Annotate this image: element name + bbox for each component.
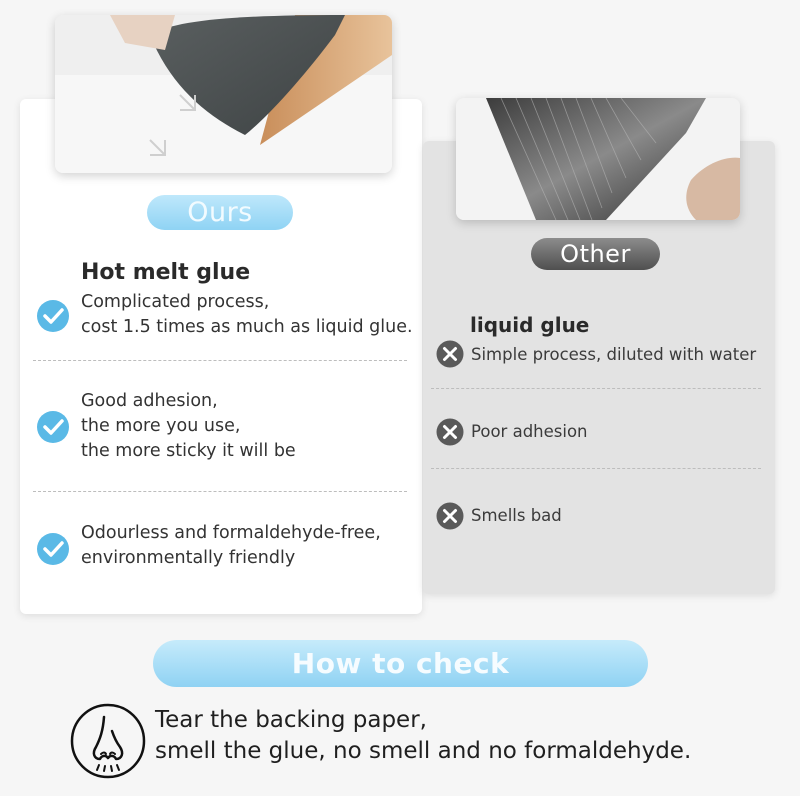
check-icon <box>36 532 70 566</box>
check-icon <box>36 299 70 333</box>
other-divider-1 <box>431 388 761 389</box>
x-icon <box>436 340 464 368</box>
ours-divider-2 <box>33 491 407 492</box>
ours-heading: Hot melt glue <box>81 260 251 285</box>
ours-item-1-line-1: Complicated process, <box>81 292 270 312</box>
ours-item-3-line-1: Odourless and formaldehyde-free, <box>81 523 381 543</box>
ours-pill-label: Ours <box>187 197 253 228</box>
check-line-2: smell the glue, no smell and no formaldehyde. <box>155 738 692 764</box>
nose-icon <box>70 703 146 779</box>
x-icon <box>436 418 464 446</box>
other-item-2: Poor adhesion <box>471 422 588 441</box>
ours-item-3 <box>81 521 381 571</box>
ours-item-2 <box>81 389 296 464</box>
ours-item-2-line-2: the more you use, <box>81 416 241 436</box>
check-icon <box>36 410 70 444</box>
other-pill-label: Other <box>560 240 631 268</box>
ours-item-2-line-3: the more sticky it will be <box>81 441 296 461</box>
other-divider-2 <box>431 468 761 469</box>
other-item-1: Simple process, diluted with water <box>471 345 757 364</box>
ours-pill <box>147 195 293 230</box>
ours-item-2-line-1: Good adhesion, <box>81 391 218 411</box>
other-pill <box>531 238 660 270</box>
ours-item-3-line-2: environmentally friendly <box>81 548 296 568</box>
check-line-1: Tear the backing paper, <box>155 707 427 733</box>
ours-item-1 <box>81 290 413 340</box>
x-icon <box>436 502 464 530</box>
other-item-3: Smells bad <box>471 506 562 525</box>
how-to-check-label: How to check <box>291 647 510 680</box>
how-to-check-pill <box>153 640 648 687</box>
other-product-photo <box>456 98 740 220</box>
ours-divider-1 <box>33 360 407 361</box>
other-heading: liquid glue <box>470 313 590 337</box>
ours-product-photo <box>55 15 392 173</box>
ours-item-1-line-2: cost 1.5 times as much as liquid glue. <box>81 317 413 337</box>
